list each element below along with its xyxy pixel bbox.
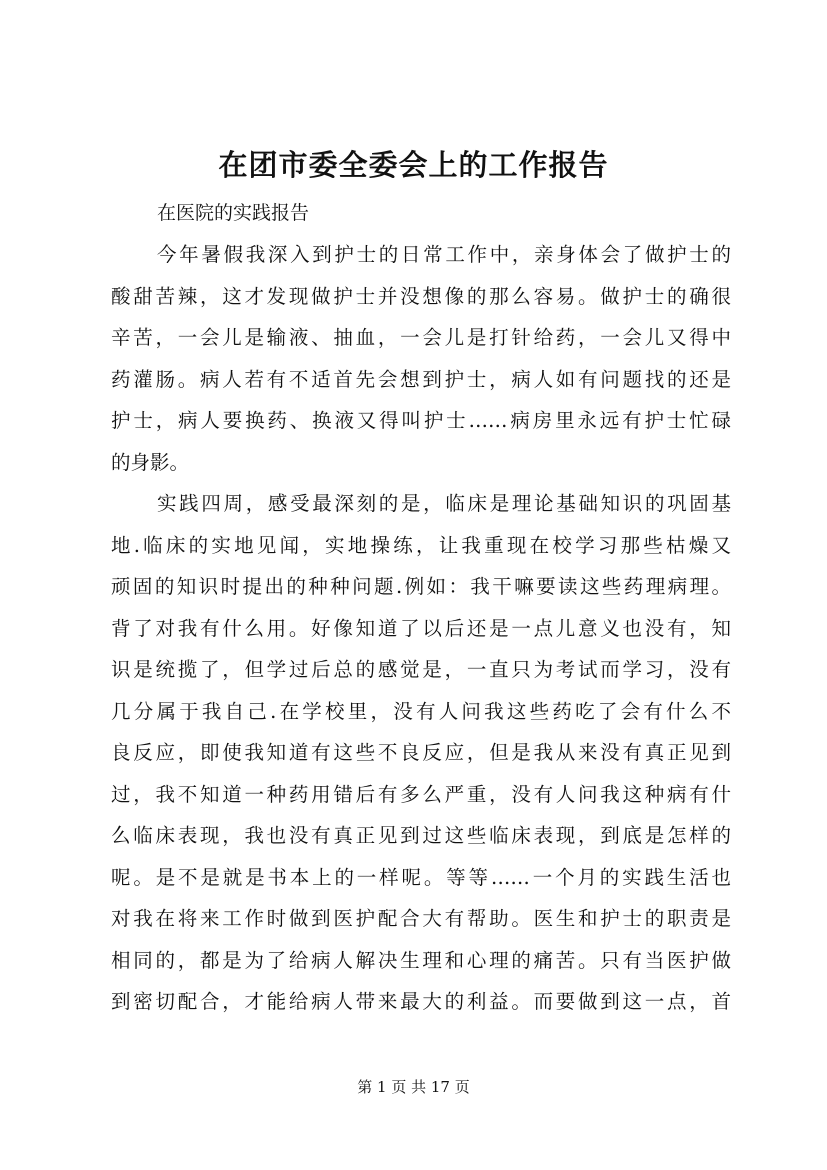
- paragraph-1-line-1: 今年暑假我深入到护士的日常工作中，亲身体会了做护士的: [157, 243, 731, 266]
- paragraph-2-line-10: 呢。是不是就是书本上的一样呢。等等……一个月的实践生活也: [111, 866, 731, 889]
- paragraph-1-line-2: 酸甜苦辣，这才发现做护士并没想像的那么容易。做护士的确很: [111, 285, 731, 308]
- paragraph-2-line-12: 相同的，都是为了给病人解决生理和心理的痛苦。只有当医护做: [111, 949, 731, 972]
- paragraph-2-line-7: 良反应，即使我知道有这些不良反应，但是我从来没有真正见到: [111, 741, 731, 764]
- paragraph-2-line-9: 么临床表现，我也没有真正见到过这些临床表现，到底是怎样的: [111, 824, 731, 847]
- paragraph-2-line-5: 识是统揽了，但学过后总的感觉是，一直只为考试而学习，没有: [111, 658, 731, 681]
- paragraph-2-line-6: 几分属于我自己.在学校里，没有人问我这些药吃了会有什么不: [111, 700, 731, 723]
- paragraph-2-line-8: 过，我不知道一种药用错后有多么严重，没有人问我这种病有什: [111, 783, 731, 806]
- paragraph-2-line-3: 顽固的知识时提出的种种问题.例如：我干嘛要读这些药理病理。: [111, 575, 731, 598]
- paragraph-2-line-4: 背了对我有什么用。好像知道了以后还是一点儿意义也没有，知: [111, 617, 731, 640]
- paragraph-1-line-6: 的身影。: [111, 451, 190, 474]
- paragraph-2-line-1: 实践四周，感受最深刻的是，临床是理论基础知识的巩固基: [157, 492, 731, 515]
- paragraph-1-line-5: 护士，病人要换药、换液又得叫护士……病房里永远有护士忙碌: [111, 409, 731, 432]
- page-number-footer: 第 1 页 共 17 页: [357, 1078, 470, 1096]
- document-subtitle: 在医院的实践报告: [157, 202, 310, 224]
- paragraph-2-line-13: 到密切配合，才能给病人带来最大的利益。而要做到这一点，首: [111, 990, 731, 1013]
- paragraph-1-line-3: 辛苦，一会儿是输液、抽血，一会儿是打针给药，一会儿又得中: [111, 326, 731, 349]
- paragraph-1-line-4: 药灌肠。病人若有不适首先会想到护士，病人如有问题找的还是: [111, 368, 731, 391]
- document-title: 在团市委全委会上的工作报告: [218, 148, 609, 182]
- paragraph-2-line-11: 对我在将来工作时做到医护配合大有帮助。医生和护士的职责是: [111, 907, 731, 930]
- paragraph-2-line-2: 地.临床的实地见闻，实地操练，让我重现在校学习那些枯燥又: [111, 534, 731, 557]
